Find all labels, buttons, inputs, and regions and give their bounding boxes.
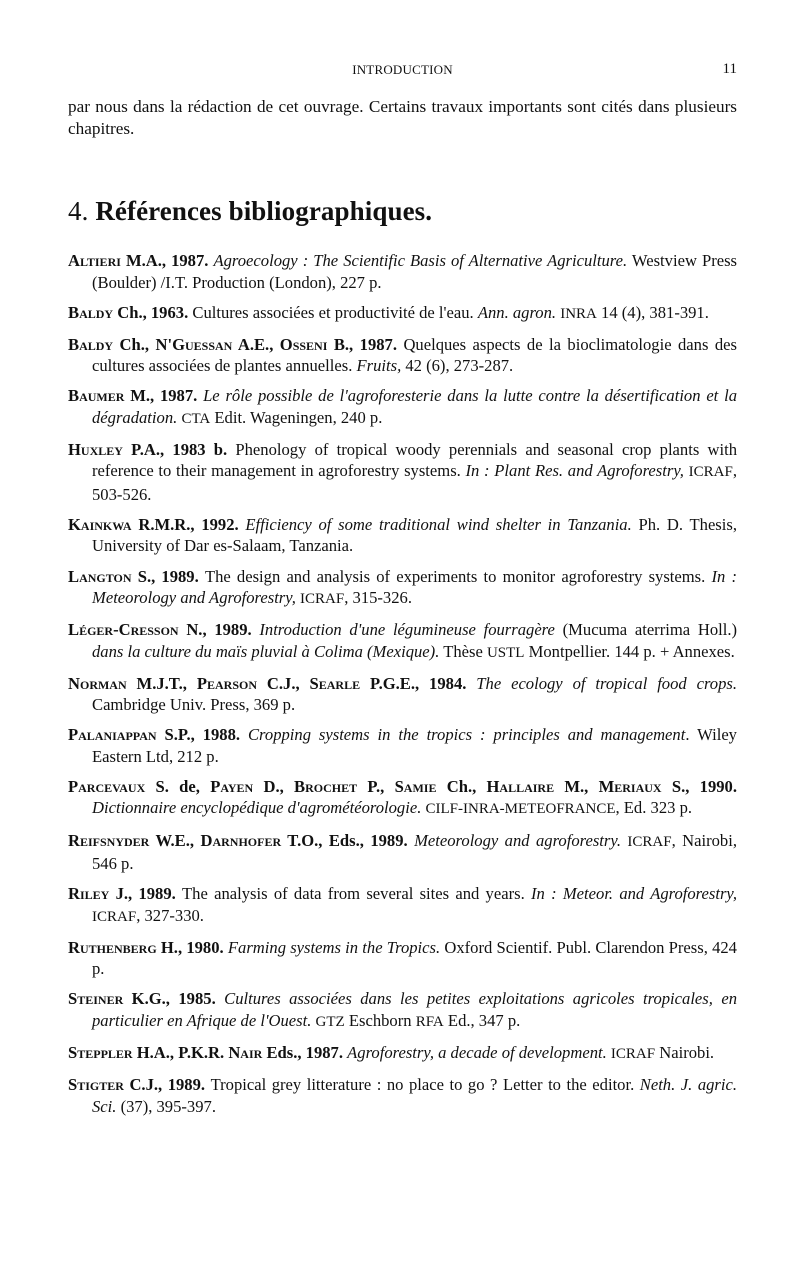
reference-entry bbox=[68, 514, 737, 557]
reference-text: Ed., 347 p. bbox=[443, 1010, 521, 1030]
running-title: INTRODUCTION bbox=[352, 62, 453, 77]
author-initials-year: B., 1987. bbox=[327, 334, 404, 354]
author-name: Baldy bbox=[68, 302, 114, 322]
author-name: Pearson bbox=[196, 673, 257, 693]
author-name: Osseni bbox=[279, 334, 328, 354]
author-initials-year: P., bbox=[357, 776, 395, 796]
reference-entry bbox=[68, 334, 737, 377]
intro-paragraph: par nous dans la rédaction de cet ouvrage. Certains travaux importants sont cités dans plusieurs chapitres. bbox=[68, 97, 737, 138]
reference-entry bbox=[68, 1042, 737, 1066]
author-initials-year: D., bbox=[253, 776, 295, 796]
author-initials-year: M.J.T., bbox=[126, 673, 197, 693]
running-header bbox=[68, 61, 737, 81]
reference-text: 14 (4), 381-391. bbox=[596, 302, 709, 322]
publisher-abbrev: INRA bbox=[560, 305, 597, 322]
reference-text: Cultures associées et productivité de l'eau. bbox=[192, 302, 478, 322]
reference-entry bbox=[68, 566, 737, 611]
author-name: Darnhofer bbox=[200, 830, 282, 850]
author-initials-year: H.A., P.K.R. bbox=[132, 1042, 229, 1062]
author-initials-year: N., 1989. bbox=[178, 620, 260, 640]
section-heading bbox=[68, 196, 432, 227]
reference-entry bbox=[68, 724, 737, 767]
reference-entry bbox=[68, 439, 737, 506]
author-name: Langton bbox=[68, 566, 132, 586]
reference-list bbox=[68, 250, 737, 1126]
publisher-abbrev: CILF-INRA-METEOFRANCE bbox=[425, 801, 616, 818]
author-name: Kainkwa bbox=[68, 514, 132, 534]
reference-entry bbox=[68, 830, 737, 875]
reference-text: Nairobi. bbox=[655, 1042, 715, 1062]
author-name: Huxley bbox=[68, 439, 123, 459]
author-initials-year: Ch., bbox=[113, 334, 156, 354]
reference-text: Thèse bbox=[439, 641, 487, 661]
author-name: N'Guessan bbox=[155, 334, 233, 354]
reference-text: (37), 395-397. bbox=[116, 1096, 216, 1116]
reference-text: Eschborn bbox=[344, 1010, 416, 1030]
section-number: 4. bbox=[68, 196, 89, 226]
title-italic: dans la culture du maïs pluvial à Colima (Mexique). bbox=[92, 641, 440, 661]
author-name: Baumer bbox=[68, 386, 125, 406]
reference-text: 42 (6), 273-287. bbox=[401, 356, 514, 376]
author-initials-year: C.J., 1989. bbox=[123, 1075, 211, 1094]
author-initials-year: S., 1989. bbox=[131, 566, 205, 586]
publisher-abbrev: ICRAF bbox=[688, 464, 733, 481]
reference-text: Westview Press (Boulder) /I.T. Production (London), 227 p. bbox=[92, 251, 738, 292]
author-name: Ruthenberg bbox=[68, 937, 157, 957]
title-italic: The ecology of tropical food crops. bbox=[476, 673, 737, 693]
author-initials-year: P.A., 1983 b. bbox=[122, 439, 236, 459]
reference-entry bbox=[68, 385, 737, 430]
section-title-text: Références bibliographiques. bbox=[95, 196, 433, 226]
author-initials-year: P.G.E., 1984. bbox=[360, 673, 477, 693]
author-name: Nair bbox=[228, 1042, 263, 1062]
reference-entry bbox=[68, 937, 737, 980]
author-name: Stigter bbox=[68, 1075, 124, 1094]
title-italic: Introduction d'une légumineuse fourragère bbox=[259, 620, 555, 640]
author-name: Brochet bbox=[294, 776, 358, 796]
author-name: Parcevaux bbox=[68, 776, 146, 796]
reference-text: (Mucuma aterrima Holl.) bbox=[554, 620, 738, 640]
author-name: Searle bbox=[309, 673, 361, 693]
publisher-abbrev: GTZ bbox=[315, 1013, 345, 1030]
reference-text: Montpellier. 144 p. + Annexes. bbox=[524, 641, 735, 661]
reference-entry bbox=[68, 250, 737, 293]
author-initials-year: W.E., bbox=[149, 830, 201, 850]
author-initials-year: S. de, bbox=[145, 776, 211, 796]
title-italic: Le rôle possible de l'agroforesterie dans la lutte contre la désertification et la dégradation. bbox=[92, 386, 737, 427]
publisher-abbrev: USTL bbox=[486, 644, 525, 661]
reference-text: , 503-526. bbox=[92, 461, 737, 504]
title-italic: Meteorology and agroforestry. bbox=[414, 830, 621, 850]
title-italic: Ann. agron. bbox=[477, 302, 557, 322]
reference-entry bbox=[68, 302, 737, 326]
reference-text: . Wiley Eastern Ltd, 212 p. bbox=[92, 725, 737, 766]
reference-text: Quelques aspects de la bioclimatologie dans des cultures associées de plantes annuelles. bbox=[92, 334, 737, 376]
reference-entry bbox=[68, 1074, 737, 1117]
reference-text: Phenology of tropical woody perennials and seasonal crop plants with reference to their management in agroforestry systems. bbox=[92, 439, 738, 481]
reference-entry bbox=[68, 619, 737, 664]
author-name: Léger-Cresson bbox=[68, 620, 179, 640]
reference-text: Ph. D. Thesis, University of Dar es-Salaam, Tanzania. bbox=[92, 514, 737, 556]
publisher-abbrev: ICRAF bbox=[610, 1045, 656, 1062]
reference-entry bbox=[68, 776, 737, 821]
author-name: Steppler bbox=[68, 1042, 133, 1062]
title-italic: Agroecology : The Scientific Basis of Alternative Agriculture. bbox=[213, 251, 628, 270]
author-name: Palaniappan bbox=[68, 725, 157, 745]
publisher-abbrev: CTA bbox=[181, 410, 211, 427]
reference-entry bbox=[68, 988, 737, 1033]
reference-text: The analysis of data from several sites and years. bbox=[182, 884, 531, 904]
author-name: Norman bbox=[68, 673, 127, 693]
title-italic: In : Meteor. and Agroforestry, bbox=[530, 884, 738, 904]
author-initials-year: S., 1990. bbox=[661, 776, 737, 796]
title-italic: In : Meteorology and Agroforestry, bbox=[92, 566, 738, 608]
publisher-abbrev: ICRAF bbox=[92, 908, 137, 925]
title-italic: In : Plant Res. and Agroforestry, bbox=[465, 461, 684, 481]
page-number: 11 bbox=[722, 61, 737, 77]
title-italic: Farming systems in the Tropics. bbox=[227, 937, 441, 957]
title-italic: Efficiency of some traditional wind shelter in Tanzania. bbox=[245, 514, 632, 534]
publisher-abbrev: RFA bbox=[415, 1013, 444, 1030]
author-name: Baldy bbox=[68, 334, 114, 354]
reference-text: , 315-326. bbox=[344, 588, 412, 608]
reference-entry bbox=[68, 883, 737, 928]
reference-text: Cambridge Univ. Press, 369 p. bbox=[92, 695, 296, 715]
reference-entry bbox=[68, 673, 737, 716]
author-initials-year: M.A., 1987. bbox=[120, 251, 214, 270]
title-italic: Cropping systems in the tropics : principles and management bbox=[247, 725, 686, 745]
author-initials-year: J., 1989. bbox=[109, 884, 183, 904]
title-italic: Agroforestry, a decade of development. bbox=[347, 1042, 607, 1062]
author-initials-year: R.M.R., 1992. bbox=[131, 514, 246, 534]
author-initials-year: Ch., bbox=[436, 776, 487, 796]
author-name: Meriaux bbox=[598, 776, 662, 796]
reference-text: , 327-330. bbox=[136, 905, 204, 925]
reference-text: The design and analysis of experiments to monitor agroforestry systems. bbox=[204, 566, 712, 586]
title-italic: Neth. J. agric. Sci. bbox=[92, 1075, 737, 1116]
author-initials-year: C.J., bbox=[257, 673, 310, 693]
author-initials-year: Ch., 1963. bbox=[113, 302, 193, 322]
author-name: Payen bbox=[210, 776, 254, 796]
reference-text: , Nairobi, 546 p. bbox=[92, 830, 737, 874]
reference-text: Tropical grey litterature : no place to go ? Letter to the editor. bbox=[210, 1075, 640, 1094]
author-name: Altieri bbox=[68, 251, 121, 270]
author-name: Reifsnyder bbox=[68, 830, 150, 850]
publisher-abbrev: ICRAF bbox=[300, 591, 345, 608]
title-italic: Cultures associées dans les petites exploitations agricoles tropicales, en particulier en Afrique de l'Ouest. bbox=[92, 989, 737, 1030]
author-initials-year: K.G., 1985. bbox=[123, 989, 225, 1009]
author-initials-year: H., 1980. bbox=[156, 937, 228, 957]
author-name: Samie bbox=[394, 776, 437, 796]
reference-text: , Ed. 323 p. bbox=[615, 798, 693, 818]
author-initials-year: Eds., 1987. bbox=[262, 1042, 348, 1062]
title-italic: Dictionnaire encyclopédique d'agrométéorologie. bbox=[92, 798, 422, 818]
author-initials-year: A.E., bbox=[232, 334, 280, 354]
author-initials-year: M., bbox=[554, 776, 599, 796]
publisher-abbrev: ICRAF bbox=[627, 833, 672, 850]
title-italic: Fruits, bbox=[356, 356, 402, 376]
author-initials-year: T.O., Eds., 1989. bbox=[281, 830, 415, 850]
author-name: Riley bbox=[68, 884, 110, 904]
author-name: Steiner bbox=[68, 989, 124, 1009]
author-initials-year: S.P., 1988. bbox=[156, 725, 248, 745]
author-initials-year: M., 1987. bbox=[124, 386, 204, 406]
reference-text: Oxford Scientif. Publ. Clarendon Press, 424 p. bbox=[92, 937, 737, 979]
author-name: Hallaire bbox=[486, 776, 555, 796]
reference-text: Edit. Wageningen, 240 p. bbox=[210, 407, 383, 427]
